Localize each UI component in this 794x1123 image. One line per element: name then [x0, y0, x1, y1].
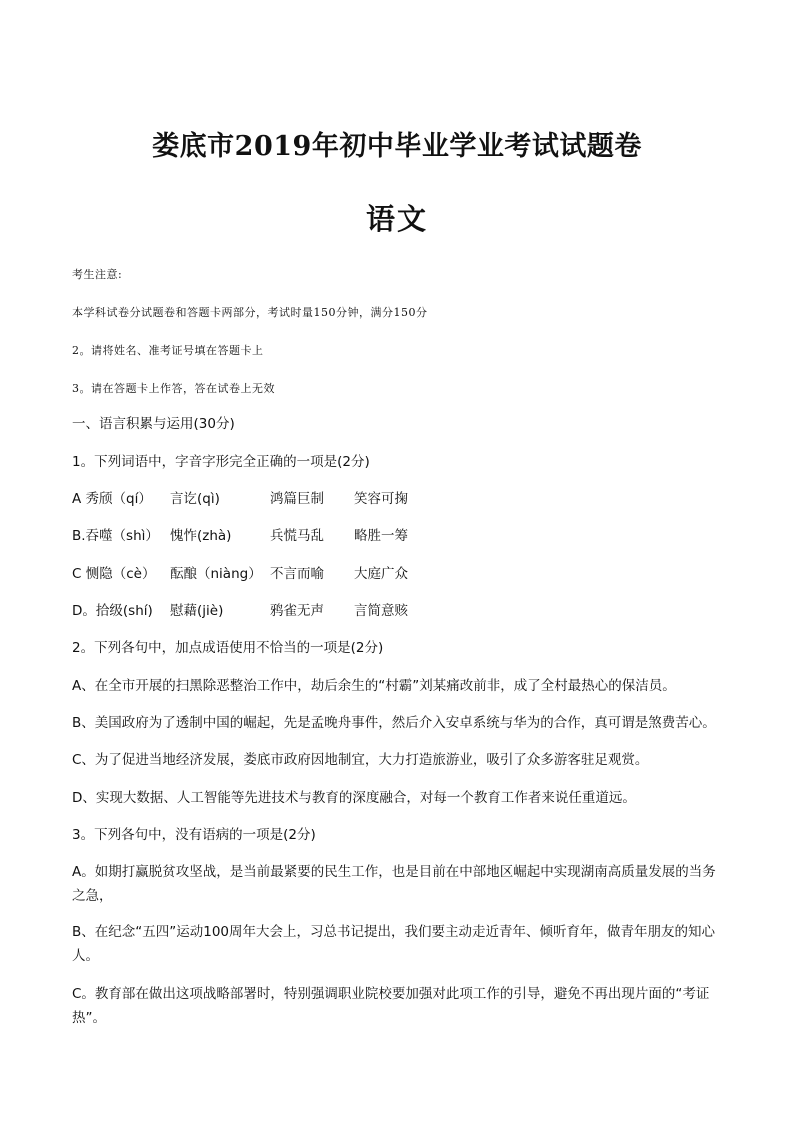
exam-title: 娄底市2019年初中毕业学业考试试题卷 [152, 131, 642, 162]
question-stem: 1。下列词语中，字音字形完全正确的一项是(2分) [72, 454, 370, 470]
option-cell: 愧怍(zhà) [170, 528, 232, 544]
option-cell: B.吞噬（shì） [72, 528, 159, 544]
option-text: D、实现大数据、人工智能等先进技术与教育的深度融合，对每一个教育工作者来说任重道远。 [72, 790, 636, 806]
option-cell: 大庭广众 [354, 566, 408, 582]
option-text: B、美国政府为了透制中国的崛起，先是孟晚舟事件，然后介入安卓系统与华为的合作，真可谓是煞费苦心。 [72, 715, 716, 731]
option-text: C。教育部在做出这项战略部署时，特别强调职业院校要加强对此项工作的引导，避免不再出现片面的“考证热”。 [72, 986, 710, 1026]
option-cell: A 秀颀（qí） [72, 491, 152, 507]
notice-line: 2。请将姓名、准考证号填在答题卡上 [72, 344, 264, 357]
option-cell: 鸿篇巨制 [270, 491, 324, 507]
notice-line: 3。请在答题卡上作答，答在试卷上无效 [72, 382, 275, 395]
notice-heading: 考生注意: [72, 268, 123, 281]
option-cell: 鸦雀无声 [270, 603, 324, 619]
question-stem: 2。下列各句中，加点成语使用不恰当的一项是(2分) [72, 640, 384, 656]
option-cell: 不言而喻 [270, 566, 324, 582]
option-row [72, 487, 572, 511]
subject-title: 语文 [365, 202, 428, 236]
option-cell: 慰藉(jiè) [170, 603, 224, 619]
section-heading: 一、语言积累与运用(30分) [72, 416, 235, 432]
question-stem: 3。下列各句中，没有语病的一项是(2分) [72, 827, 316, 843]
option-cell: 言简意赅 [354, 603, 408, 619]
option-row [72, 562, 572, 586]
option-cell: 酝酿（niàng） [170, 566, 262, 582]
option-cell: D。拾级(shí) [72, 603, 153, 619]
option-text: C、为了促进当地经济发展，娄底市政府因地制宜，大力打造旅游业，吸引了众多游客驻足观赏。 [72, 752, 649, 768]
option-text: B、在纪念“五四”运动100周年大会上，习总书记提出，我们要主动走近青年、倾听育年，做青年朋友的知心人。 [72, 924, 716, 964]
option-text: A、在全市开展的扫黑除恶整治工作中，劫后余生的“村霸”刘某痛改前非，成了全村最热心的保洁员。 [72, 678, 676, 694]
option-row [72, 599, 572, 623]
option-cell: 略胜一筹 [354, 528, 408, 544]
option-cell: 兵慌马乱 [270, 528, 324, 544]
option-cell: C 恻隐（cè） [72, 566, 156, 582]
option-cell: 笑容可掬 [354, 491, 408, 507]
option-row [72, 524, 572, 548]
option-text: A。如期打赢脱贫攻坚战，是当前最紧要的民生工作，也是目前在中部地区崛起中实现湖南高质量发展的当务之急， [72, 864, 716, 904]
option-cell: 言讫(qì) [170, 491, 220, 507]
notice-line: 本学科试卷分试题卷和答题卡两部分，考试时量150分钟，满分150分 [72, 306, 428, 319]
